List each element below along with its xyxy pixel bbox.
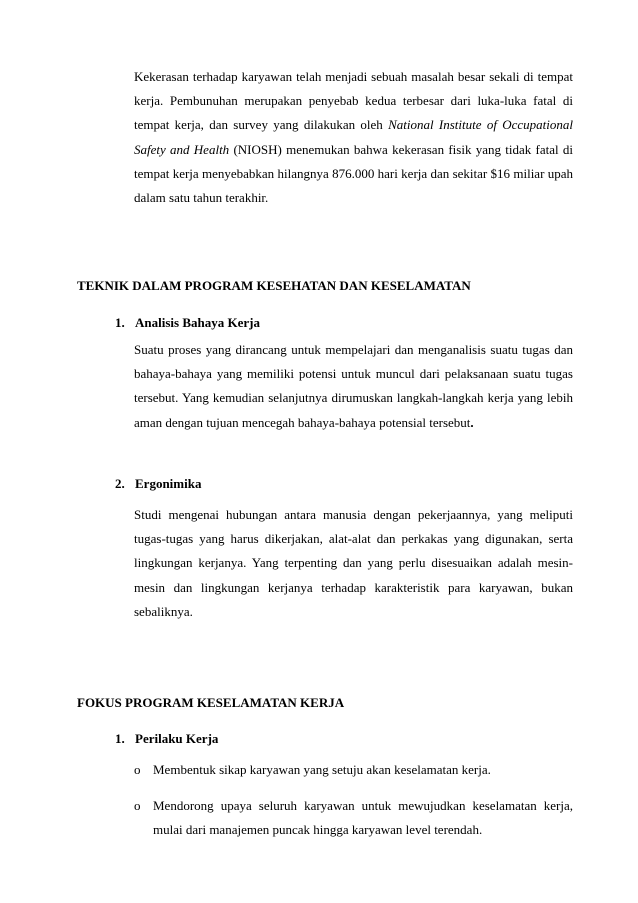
subheading-analisis-bahaya-kerja bbox=[115, 315, 260, 331]
bullet-marker: o bbox=[134, 798, 141, 813]
subheading-ergonimika bbox=[115, 476, 201, 492]
bullet-text: Mendorong upaya seluruh karyawan untuk mewujudkan keselamatan kerja, mulai dari manajemen puncak hingga karyawan level terendah. bbox=[153, 798, 573, 838]
bullet-item bbox=[134, 794, 573, 842]
paragraph-end-mark: . bbox=[470, 414, 474, 430]
intro-text-start: Kekerasan terhadap karyawan telah menjadi sebuah masalah besar sekali di tempat kerja. Pembunuhan merupakan penyebab kedua terbesar dari luka-luka fatal di tempat kerja, dan survey yang dilakukan oleh bbox=[134, 69, 573, 133]
item-title: Analisis Bahaya Kerja bbox=[135, 315, 260, 330]
bullet-item bbox=[134, 758, 573, 782]
paragraph-text: Suatu proses yang dirancang untuk mempelajari dan menganalisis suatu tugas dan bahaya-bahaya yang memiliki potensi untuk muncul dari pelaksanaan suatu tugas tersebut. Yang kemudian selanjutnya dirumuskan langkah-langkah kerja yang lebih aman dengan tujuan mencegah bahaya-bahaya potensial tersebut bbox=[134, 342, 573, 430]
paragraph-analisis-bahaya-kerja bbox=[134, 338, 573, 435]
section-heading-fokus: FOKUS PROGRAM KESELAMATAN KERJA bbox=[77, 695, 345, 710]
item-number: 2. bbox=[115, 476, 125, 491]
paragraph-ergonimika: Studi mengenai hubungan antara manusia dengan pekerjaannya, yang meliputi tugas-tugas yang harus dikerjakan, alat-alat dan perkakas yang digunakan, serta lingkungan kerjanya. Yang terpenting dan yang perlu disesuaikan adalah mesin-mesin dan lingkungan kerjanya terhadap karakteristik para karyawan, bukan sebaliknya. bbox=[134, 507, 573, 619]
intro-paragraph bbox=[134, 65, 573, 210]
item-number: 1. bbox=[115, 315, 125, 330]
item-number: 1. bbox=[115, 731, 125, 746]
bullet-text: Membentuk sikap karyawan yang setuju akan keselamatan kerja. bbox=[153, 762, 491, 777]
item-title: Perilaku Kerja bbox=[135, 731, 219, 746]
subheading-perilaku-kerja bbox=[115, 731, 218, 747]
item-title: Ergonimika bbox=[135, 476, 202, 491]
bullet-marker: o bbox=[134, 762, 141, 777]
section-heading-teknik: TEKNIK DALAM PROGRAM KESEHATAN DAN KESELAMATAN bbox=[77, 278, 471, 293]
intro-text-end: (NIOSH) menemukan bahwa kekerasan fisik yang tidak fatal di tempat kerja menyebabkan hilangnya 876.000 hari kerja dan sekitar $16 miliar upah dalam satu tahun terakhir. bbox=[134, 141, 573, 206]
intro-institute-name: National Institute of Occupational Safety and Health bbox=[134, 117, 573, 157]
